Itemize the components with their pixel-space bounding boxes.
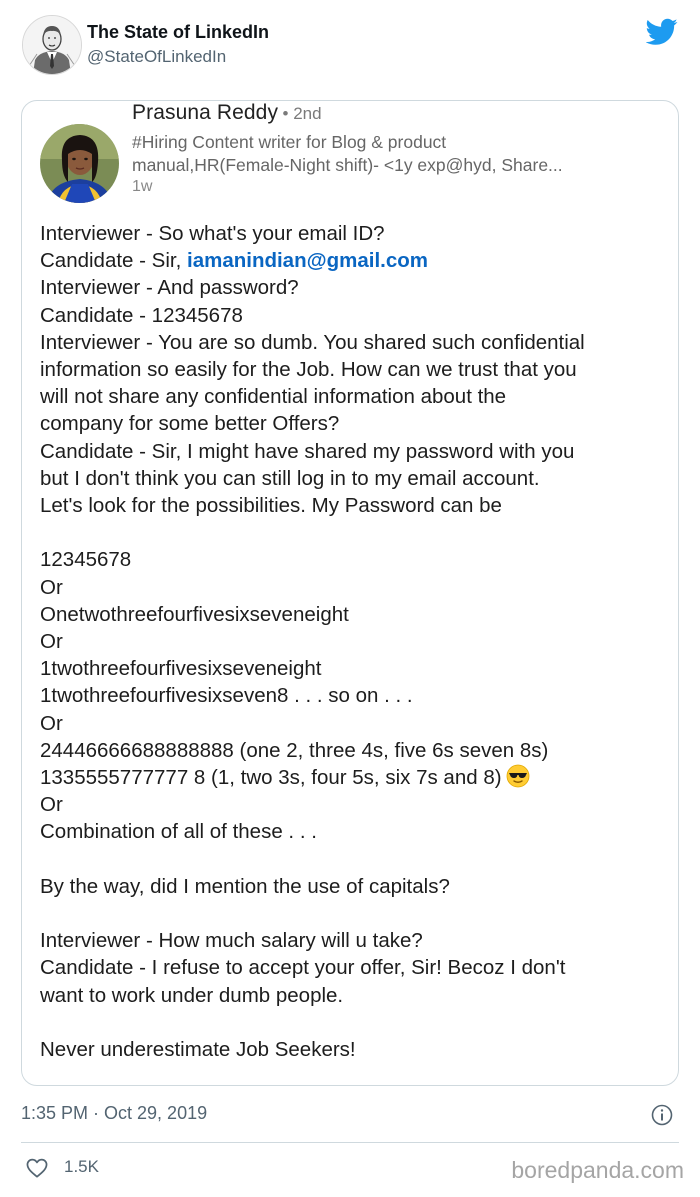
- post-line: will not share any confidential information about the: [40, 385, 507, 409]
- post-line: but I don't think you can still log in to my email account.: [40, 466, 540, 490]
- profile-avatar[interactable]: [22, 15, 82, 75]
- post-line: Never underestimate Job Seekers!: [40, 1038, 356, 1062]
- post-line: want to work under dumb people.: [40, 983, 344, 1007]
- heart-icon[interactable]: [26, 1158, 48, 1178]
- post-line: Interviewer - How much salary will u take?: [40, 929, 423, 953]
- linkedin-post-screenshot: [21, 100, 679, 1086]
- post-line: By the way, did I mention the use of capitals?: [40, 874, 450, 898]
- post-text: Candidate - Sir,: [40, 249, 187, 273]
- post-line: Or: [40, 793, 63, 817]
- post-line: Or: [40, 630, 63, 654]
- post-line: Interviewer - You are so dumb. You shared such confidential: [40, 330, 585, 354]
- post-line: [40, 247, 676, 274]
- profile-avatar-image: [23, 16, 81, 74]
- post-line: 24446666688888888 (one 2, three 4s, five 6s seven 8s): [40, 738, 549, 762]
- linkedin-author-avatar: [40, 124, 119, 203]
- twitter-bird-icon[interactable]: [646, 18, 678, 46]
- headline-line: #Hiring Content writer for Blog & product: [132, 132, 447, 152]
- post-line: Interviewer - So what's your email ID?: [40, 222, 385, 245]
- info-icon[interactable]: [651, 1104, 673, 1126]
- post-line: [40, 764, 676, 791]
- post-line: company for some better Offers?: [40, 412, 340, 436]
- account-name[interactable]: The State of LinkedIn: [87, 22, 270, 42]
- post-line: Combination of all of these . . .: [40, 820, 317, 844]
- post-line: Or: [40, 575, 63, 599]
- post-line: Candidate - 12345678: [40, 303, 243, 327]
- blank-line: [40, 519, 676, 546]
- blank-line: [40, 846, 676, 873]
- headline-line: manual,HR(Female-Night shift)- <1y exp@hyd, Share...: [132, 155, 563, 175]
- linkedin-author-line: [132, 101, 322, 125]
- post-age: 1w: [132, 178, 153, 195]
- post-line: 12345678: [40, 548, 132, 572]
- post-line: Candidate - Sir, I might have shared my password with you: [40, 439, 575, 463]
- linkedin-post-body: [40, 220, 676, 1063]
- watermark: boredpanda.com: [511, 1157, 684, 1183]
- footer-divider: [21, 1142, 679, 1143]
- linkedin-author-headline: [132, 131, 652, 177]
- post-text: 1335555777777 8 (1, two 3s, four 5s, six 7s and 8): [40, 766, 502, 790]
- sunglasses-emoji-icon: [506, 764, 530, 788]
- account-handle[interactable]: @StateOfLinkedIn: [87, 47, 227, 66]
- blank-line: [40, 1009, 676, 1036]
- post-line: 1twothreefourfivesixseveneight: [40, 657, 322, 681]
- post-line: Let's look for the possibilities. My Password can be: [40, 494, 502, 518]
- post-line: information so easily for the Job. How can we trust that you: [40, 358, 577, 382]
- post-line: Candidate - I refuse to accept your offer, Sir! Becoz I don't: [40, 956, 566, 980]
- connection-degree: • 2nd: [282, 104, 322, 123]
- linkedin-author-photo: [40, 124, 119, 203]
- tweet-timestamp[interactable]: 1:35 PM · Oct 29, 2019: [21, 1103, 208, 1123]
- like-count[interactable]: 1.5K: [64, 1157, 99, 1176]
- blank-line: [40, 900, 676, 927]
- email-link[interactable]: iamanindian@gmail.com: [187, 249, 428, 273]
- linkedin-author-name[interactable]: Prasuna Reddy: [132, 101, 279, 124]
- post-line: Interviewer - And password?: [40, 276, 299, 300]
- post-line: Onetwothreefourfivesixseveneight: [40, 602, 349, 626]
- post-line: 1twothreefourfivesixseven8 . . . so on . . .: [40, 684, 413, 708]
- post-line: Or: [40, 711, 63, 735]
